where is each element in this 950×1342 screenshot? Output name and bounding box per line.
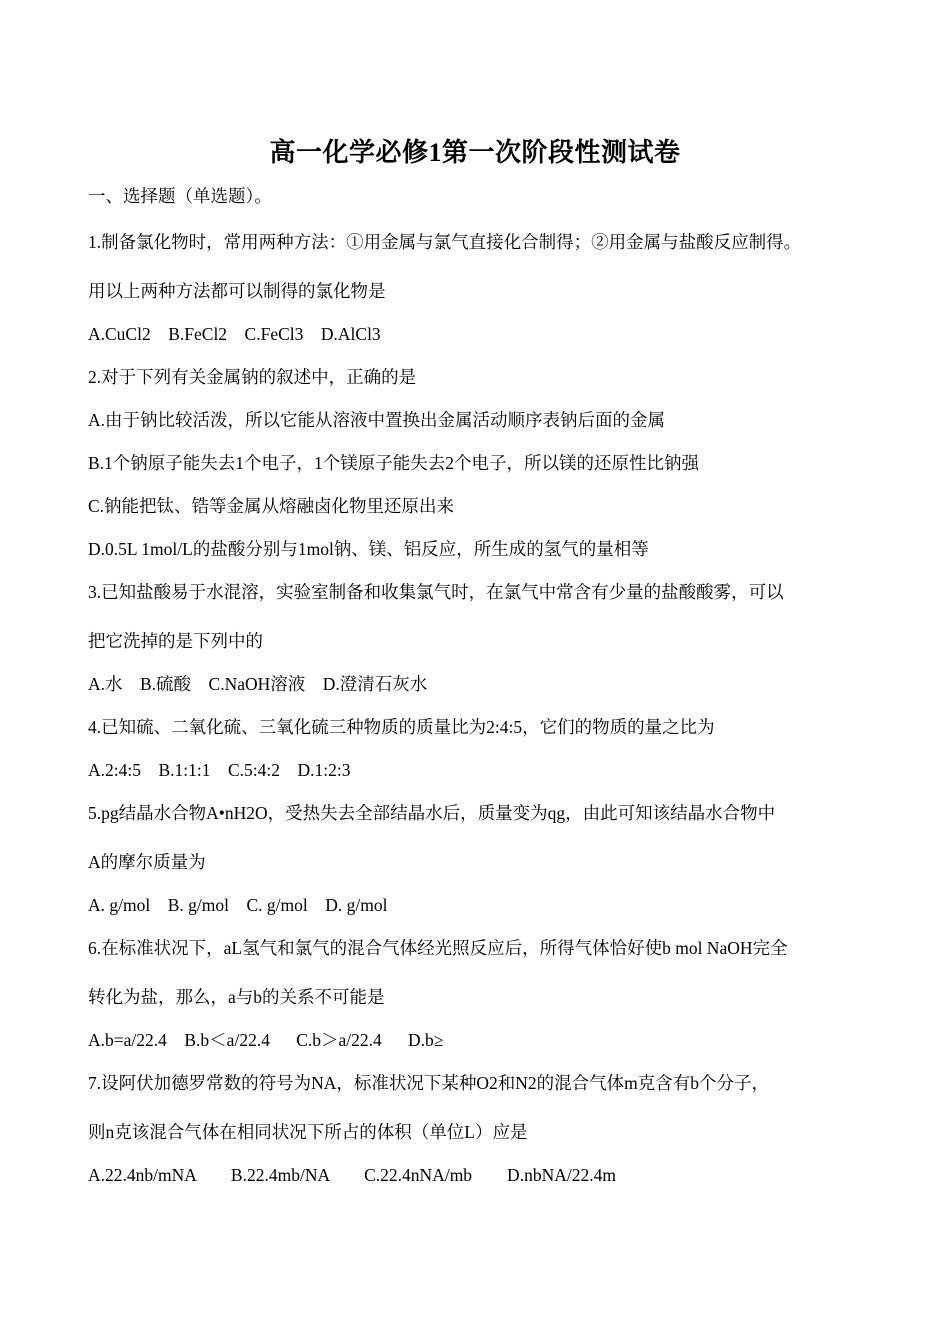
document-title: 高一化学必修1第一次阶段性测试卷 [269,138,681,167]
text-line: A.2:4:5 B.1:1:1 C.5:4:2 D.1:2:3 [88,760,351,780]
text-line: A的摩尔质量为 [88,852,206,872]
text-line: 把它洗掉的是下列中的 [88,631,263,651]
text-line: 6.在标准状况下，aL氢气和氯气的混合气体经光照反应后，所得气体恰好使b mol NaOH完全 [88,938,788,958]
text-line: 2.对于下列有关金属钠的叙述中，正确的是 [88,367,417,387]
text-line: A.由于钠比较活泼，所以它能从溶液中置换出金属活动顺序表钠后面的金属 [88,410,666,430]
text-line: 用以上两种方法都可以制得的氯化物是 [88,281,386,301]
document-body [88,184,878,1187]
text-line: 转化为盐，那么，a与b的关系不可能是 [88,987,385,1007]
text-line: A.b=a/22.4 B.b＜a/22.4 C.b＞a/22.4 D.b≥ [88,1030,444,1050]
text-line: C.钠能把钛、锆等金属从熔融卤化物里还原出来 [88,496,455,516]
text-line: B.1个钠原子能失去1个电子，1个镁原子能失去2个电子，所以镁的还原性比钠强 [88,453,700,473]
text-line: 4.已知硫、二氧化硫、三氧化硫三种物质的质量比为2:4:5，它们的物质的量之比为 [88,717,715,737]
text-line: A.CuCl2 B.FeCl2 C.FeCl3 D.AlCl3 [88,324,381,344]
text-line: A. g/mol B. g/mol C. g/mol D. g/mol [88,895,388,915]
text-line: A.水 B.硫酸 C.NaOH溶液 D.澄清石灰水 [88,674,428,694]
text-line: 1.制备氯化物时，常用两种方法：①用金属与氯气直接化合制得；②用金属与盐酸反应制得。 [88,232,802,252]
text-line: 则n克该混合气体在相同状况下所占的体积（单位L）应是 [88,1122,528,1142]
text-line: D.0.5L 1mol/L的盐酸分别与1mol钠、镁、铝反应，所生成的氢气的量相等 [88,539,649,559]
text-line: 5.pg结晶水合物A•nH2O，受热失去全部结晶水后，质量变为qg，由此可知该结晶水合物中 [88,803,776,823]
text-line: 7.设阿伏加德罗常数的符号为NA，标准状况下某种O2和N2的混合气体m克含有b个分子， [88,1073,770,1093]
text-line: A.22.4nb/mNA B.22.4mb/NA C.22.4nNA/mb D.nbNA/22.4m [88,1165,616,1185]
section-heading: 一、选择题（单选题）。 [88,186,272,206]
text-line: 3.已知盐酸易于水混溶，实验室制备和收集氯气时，在氯气中常含有少量的盐酸酸雾，可以 [88,582,784,602]
